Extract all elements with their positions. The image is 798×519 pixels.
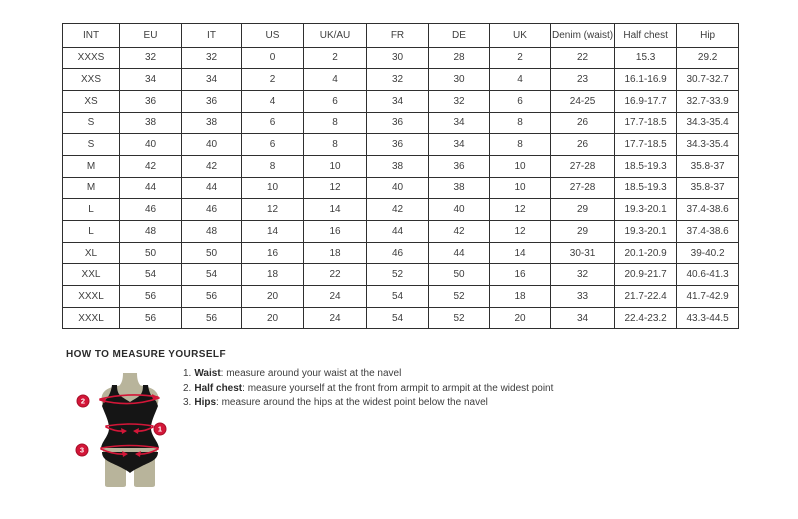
- table-row: [63, 199, 739, 221]
- table-cell: 27-28: [551, 155, 615, 177]
- column-header: US: [242, 24, 304, 48]
- table-cell: 56: [120, 286, 182, 308]
- instruction-number: 1.: [183, 368, 192, 379]
- instruction-label: Half chest: [194, 382, 243, 394]
- table-cell: 42: [182, 155, 242, 177]
- table-cell: 16: [242, 242, 304, 264]
- table-cell: 46: [367, 242, 429, 264]
- table-cell: 16.1-16.9: [615, 69, 677, 91]
- table-row: [63, 242, 739, 264]
- table-cell: 30.7-32.7: [677, 69, 739, 91]
- table-cell: S: [63, 134, 120, 156]
- table-row: [63, 155, 739, 177]
- table-cell: 50: [120, 242, 182, 264]
- table-cell: 33: [551, 286, 615, 308]
- table-row: [63, 307, 739, 329]
- measure-point-2-badge: [77, 395, 89, 407]
- table-cell: XXL: [63, 264, 120, 286]
- instruction-text: : measure around your waist at the navel: [220, 368, 402, 379]
- table-cell: XXXL: [63, 307, 120, 329]
- measure-instructions: [183, 369, 553, 413]
- table-cell: 10: [242, 177, 304, 199]
- table-cell: 12: [242, 199, 304, 221]
- table-cell: 50: [182, 242, 242, 264]
- table-cell: 24: [304, 286, 367, 308]
- table-cell: 32: [429, 90, 490, 112]
- table-cell: 43.3-44.5: [677, 307, 739, 329]
- table-row: [63, 90, 739, 112]
- table-cell: 17.7-18.5: [615, 134, 677, 156]
- table-cell: 39-40.2: [677, 242, 739, 264]
- table-cell: 32.7-33.9: [677, 90, 739, 112]
- table-cell: L: [63, 199, 120, 221]
- table-cell: 38: [367, 155, 429, 177]
- table-cell: L: [63, 221, 120, 243]
- table-cell: 38: [120, 112, 182, 134]
- table-cell: 44: [120, 177, 182, 199]
- table-cell: 36: [367, 112, 429, 134]
- table-cell: 48: [120, 221, 182, 243]
- table-row: [63, 112, 739, 134]
- table-cell: 36: [429, 155, 490, 177]
- table-cell: 28: [429, 47, 490, 69]
- table-cell: 10: [490, 177, 551, 199]
- table-cell: 10: [490, 155, 551, 177]
- table-cell: 34.3-35.4: [677, 112, 739, 134]
- measure-point-1-badge: [154, 423, 166, 435]
- column-header: INT: [63, 24, 120, 48]
- table-row: [63, 69, 739, 91]
- table-cell: 46: [120, 199, 182, 221]
- table-cell: 2: [242, 69, 304, 91]
- table-cell: 36: [182, 90, 242, 112]
- table-row: [63, 264, 739, 286]
- column-header: FR: [367, 24, 429, 48]
- table-cell: 44: [182, 177, 242, 199]
- table-cell: 37.4-38.6: [677, 199, 739, 221]
- column-header: Half chest: [615, 24, 677, 48]
- table-cell: 20: [490, 307, 551, 329]
- table-cell: 35.8-37: [677, 177, 739, 199]
- table-cell: 50: [429, 264, 490, 286]
- table-cell: 12: [304, 177, 367, 199]
- table-row: [63, 47, 739, 69]
- table-cell: 35.8-37: [677, 155, 739, 177]
- table-cell: 8: [490, 134, 551, 156]
- table-row: [63, 134, 739, 156]
- table-cell: 24: [304, 307, 367, 329]
- table-cell: 20.9-21.7: [615, 264, 677, 286]
- table-cell: 30-31: [551, 242, 615, 264]
- table-cell: 6: [242, 134, 304, 156]
- table-cell: 34: [182, 69, 242, 91]
- table-cell: 40: [429, 199, 490, 221]
- table-cell: 22: [304, 264, 367, 286]
- table-cell: 22.4-23.2: [615, 307, 677, 329]
- table-cell: 48: [182, 221, 242, 243]
- svg-text:1: 1: [157, 424, 163, 434]
- instruction-half-chest: [183, 384, 553, 394]
- table-cell: 18.5-19.3: [615, 177, 677, 199]
- how-to-measure-heading: HOW TO MEASURE YOURSELF: [66, 349, 226, 360]
- instruction-hips: [183, 398, 553, 408]
- table-cell: 44: [429, 242, 490, 264]
- table-cell: 14: [490, 242, 551, 264]
- table-cell: 12: [490, 199, 551, 221]
- table-cell: 4: [242, 90, 304, 112]
- measurement-figure: [72, 371, 176, 495]
- table-cell: 27-28: [551, 177, 615, 199]
- table-cell: 12: [490, 221, 551, 243]
- table-cell: 20.1-20.9: [615, 242, 677, 264]
- table-cell: 14: [242, 221, 304, 243]
- table-cell: 18.5-19.3: [615, 155, 677, 177]
- column-header: UK: [490, 24, 551, 48]
- table-cell: 30: [429, 69, 490, 91]
- table-cell: 29: [551, 221, 615, 243]
- table-cell: 23: [551, 69, 615, 91]
- table-cell: 6: [304, 90, 367, 112]
- table-cell: 32: [120, 47, 182, 69]
- table-cell: 14: [304, 199, 367, 221]
- table-cell: 17.7-18.5: [615, 112, 677, 134]
- table-cell: 34: [120, 69, 182, 91]
- table-cell: 52: [429, 286, 490, 308]
- instruction-number: 3.: [183, 397, 192, 409]
- table-cell: 0: [242, 47, 304, 69]
- table-cell: 32: [182, 47, 242, 69]
- table-cell: M: [63, 177, 120, 199]
- table-cell: 22: [551, 47, 615, 69]
- table-cell: 4: [490, 69, 551, 91]
- table-cell: 30: [367, 47, 429, 69]
- table-cell: 40.6-41.3: [677, 264, 739, 286]
- table-cell: 18: [490, 286, 551, 308]
- measure-point-3-badge: [76, 444, 88, 456]
- instruction-label: Waist: [194, 368, 221, 379]
- table-cell: 37.4-38.6: [677, 221, 739, 243]
- table-cell: 8: [490, 112, 551, 134]
- table-row: [63, 221, 739, 243]
- table-cell: XS: [63, 90, 120, 112]
- table-cell: S: [63, 112, 120, 134]
- table-cell: 36: [120, 90, 182, 112]
- table-cell: 2: [304, 47, 367, 69]
- table-cell: 52: [367, 264, 429, 286]
- table-cell: 44: [367, 221, 429, 243]
- table-cell: 16: [490, 264, 551, 286]
- table-cell: 34: [429, 112, 490, 134]
- column-header: DE: [429, 24, 490, 48]
- table-cell: XXXS: [63, 47, 120, 69]
- table-cell: XL: [63, 242, 120, 264]
- table-cell: 6: [242, 112, 304, 134]
- table-cell: 19.3-20.1: [615, 199, 677, 221]
- table-cell: 32: [551, 264, 615, 286]
- table-cell: XXXL: [63, 286, 120, 308]
- table-cell: 40: [367, 177, 429, 199]
- table-cell: 40: [120, 134, 182, 156]
- size-chart-table: [62, 23, 739, 329]
- table-cell: M: [63, 155, 120, 177]
- table-cell: 41.7-42.9: [677, 286, 739, 308]
- table-cell: 26: [551, 134, 615, 156]
- table-cell: 20: [242, 286, 304, 308]
- table-cell: 54: [120, 264, 182, 286]
- table-cell: 18: [304, 242, 367, 264]
- table-cell: 34: [429, 134, 490, 156]
- table-cell: 24-25: [551, 90, 615, 112]
- table-cell: 36: [367, 134, 429, 156]
- column-header: Denim (waist): [551, 24, 615, 48]
- mannequin-illustration: [72, 371, 176, 495]
- table-row: [63, 177, 739, 199]
- table-cell: 32: [367, 69, 429, 91]
- column-header: EU: [120, 24, 182, 48]
- instruction-text: : measure around the hips at the widest point below the navel: [216, 397, 488, 409]
- table-cell: 8: [304, 134, 367, 156]
- table-cell: 56: [120, 307, 182, 329]
- column-header: UK/AU: [304, 24, 367, 48]
- svg-text:2: 2: [80, 396, 86, 406]
- table-cell: 21.7-22.4: [615, 286, 677, 308]
- table-cell: 16.9-17.7: [615, 90, 677, 112]
- table-cell: 19.3-20.1: [615, 221, 677, 243]
- table-cell: 2: [490, 47, 551, 69]
- instruction-label: Hips: [194, 397, 217, 409]
- table-cell: 18: [242, 264, 304, 286]
- table-cell: 29: [551, 199, 615, 221]
- table-cell: 26: [551, 112, 615, 134]
- table-cell: 42: [429, 221, 490, 243]
- size-chart-header-row: [63, 24, 739, 48]
- table-cell: 42: [367, 199, 429, 221]
- table-cell: 34: [367, 90, 429, 112]
- instruction-text: : measure yourself at the front from armpit to armpit at the widest point: [242, 382, 554, 394]
- instruction-number: 2.: [183, 382, 192, 394]
- table-cell: 10: [304, 155, 367, 177]
- table-cell: 56: [182, 286, 242, 308]
- table-cell: 34: [551, 307, 615, 329]
- table-cell: 42: [120, 155, 182, 177]
- table-cell: 6: [490, 90, 551, 112]
- table-cell: 4: [304, 69, 367, 91]
- table-cell: 46: [182, 199, 242, 221]
- table-cell: 38: [182, 112, 242, 134]
- table-cell: 54: [367, 286, 429, 308]
- table-cell: 8: [242, 155, 304, 177]
- table-cell: 54: [182, 264, 242, 286]
- table-cell: 52: [429, 307, 490, 329]
- table-cell: 15.3: [615, 47, 677, 69]
- table-cell: 34.3-35.4: [677, 134, 739, 156]
- table-cell: 40: [182, 134, 242, 156]
- instruction-waist: [183, 369, 553, 379]
- size-chart-body: [63, 47, 739, 329]
- table-cell: XXS: [63, 69, 120, 91]
- table-cell: 16: [304, 221, 367, 243]
- table-cell: 54: [367, 307, 429, 329]
- table-cell: 38: [429, 177, 490, 199]
- column-header: IT: [182, 24, 242, 48]
- table-cell: 8: [304, 112, 367, 134]
- table-cell: 20: [242, 307, 304, 329]
- column-header: Hip: [677, 24, 739, 48]
- svg-text:3: 3: [79, 445, 85, 455]
- table-row: [63, 286, 739, 308]
- table-cell: 56: [182, 307, 242, 329]
- table-cell: 29.2: [677, 47, 739, 69]
